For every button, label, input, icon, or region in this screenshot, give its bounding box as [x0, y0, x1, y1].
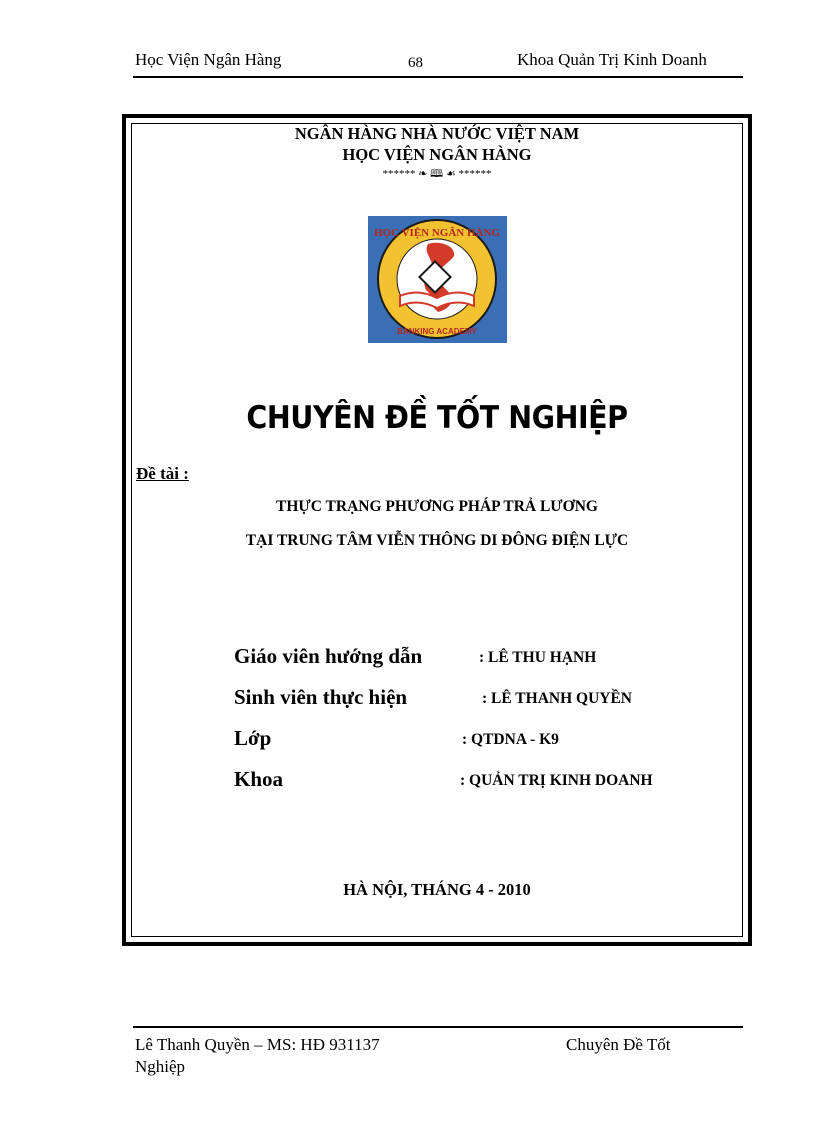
student-value: : LÊ THANH QUYỀN: [482, 690, 632, 707]
advisor-value: : LÊ THU HẠNH: [479, 649, 597, 666]
faculty-label: Khoa: [234, 767, 284, 791]
academy-logo: [368, 216, 507, 343]
svg-text:BANKING ACADEMY: BANKING ACADEMY: [397, 327, 477, 336]
header-left: Học Viện Ngân Hàng: [135, 50, 282, 69]
class-value: : QTDNA - K9: [462, 731, 559, 748]
footer-rule: [133, 1026, 743, 1028]
topic-line2: TẠI TRUNG TÂM VIỄN THÔNG DI ĐÔNG ĐIỆN LỰC: [245, 532, 629, 549]
header-rule: [133, 76, 743, 78]
class-label: Lớp: [234, 726, 272, 750]
svg-text:HỌC VIỆN NGÂN HÀNG: HỌC VIỆN NGÂN HÀNG: [373, 227, 501, 239]
page-number: 68: [408, 55, 423, 71]
topic-label: Đề tài :: [136, 464, 189, 483]
footer-right: Chuyên Đề Tốt: [566, 1035, 671, 1054]
faculty-value: : QUẢN TRỊ KINH DOANH: [460, 772, 653, 789]
advisor-label: Giáo viên hướng dẫn: [234, 644, 423, 668]
footer-left-line1: Lê Thanh Quyền – MS: HĐ 931137: [135, 1035, 380, 1054]
institution-line2: HỌC VIỆN NGÂN HÀNG: [342, 145, 532, 164]
header-right: Khoa Quản Trị Kinh Doanh: [517, 50, 707, 69]
logo-emblem-icon: [368, 216, 507, 343]
footer-left-line2: Nghiệp: [135, 1057, 186, 1076]
thesis-type-title: CHUYÊN ĐỀ TỐT NGHIỆP: [246, 400, 628, 436]
place-date: HÀ NỘI, THÁNG 4 - 2010: [343, 880, 531, 899]
topic-line1: THỰC TRẠNG PHƯƠNG PHÁP TRẢ LƯƠNG: [276, 498, 598, 515]
institution-line1: NGÂN HÀNG NHÀ NƯỚC VIỆT NAM: [294, 124, 580, 143]
ornament: ****** ❧ 🕮 ☙ ******: [382, 168, 492, 180]
student-label: Sinh viên thực hiện: [234, 685, 408, 709]
